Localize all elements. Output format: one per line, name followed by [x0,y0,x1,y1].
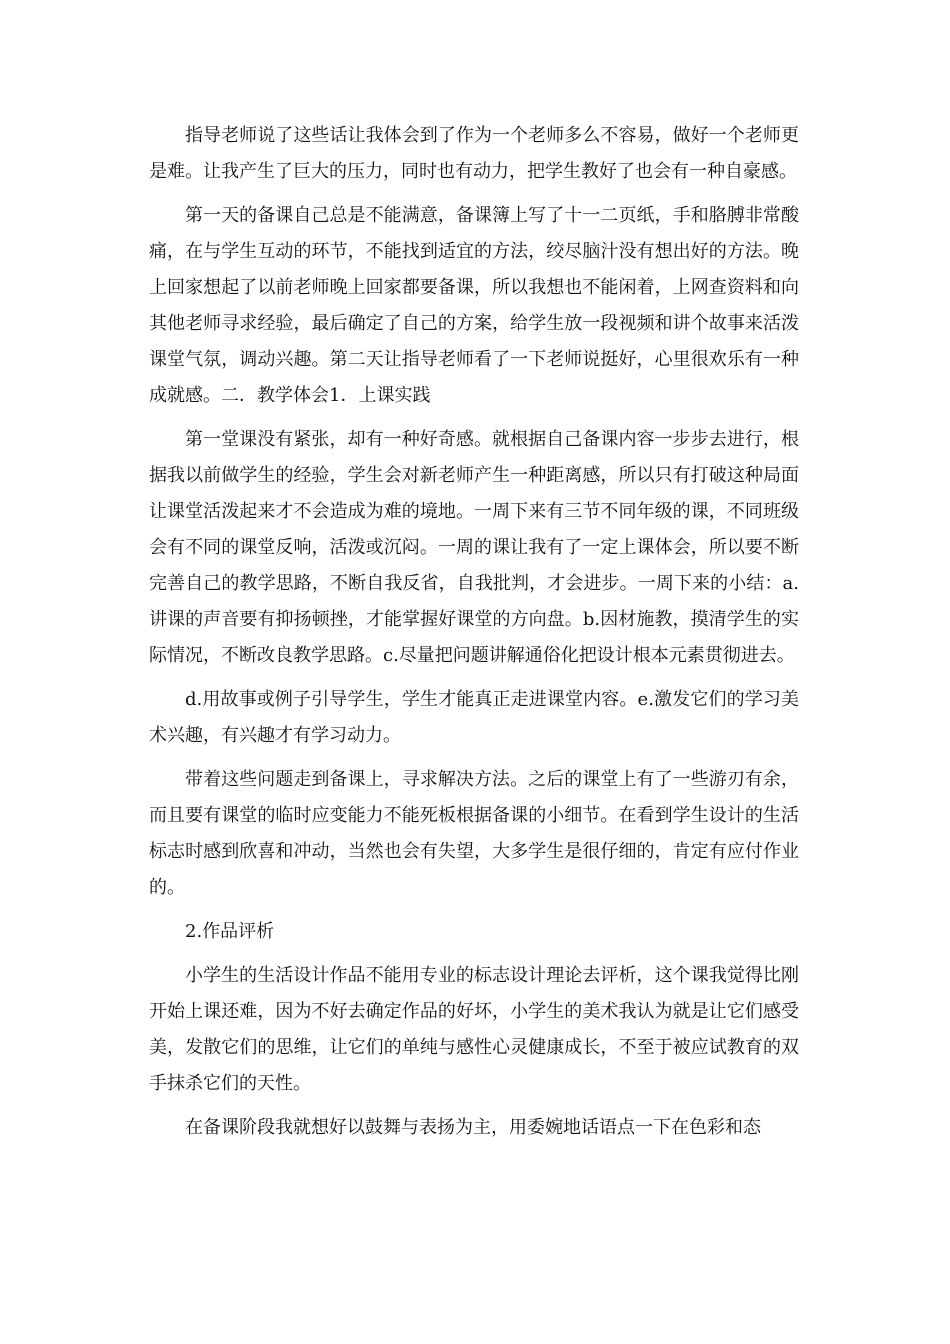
paragraph-advisor-words: 指导老师说了这些话让我体会到了作为一个老师多么不容易，做好一个老师更是难。让我产生了巨大的压力，同时也有动力，把学生教好了也会有一种自豪感。 [149,125,799,182]
paragraph-first-class: 第一堂课没有紧张，却有一种好奇感。就根据自己备课内容一步步去进行，根据我以前做学生的经验，学生会对新老师产生一种距离感，所以只有打破这种局面让课堂活泼起来才不会造成为难的境地。一周下来有三节不同年级的课，不同班级会有不同的课堂反响，活泼或沉闷。一周的课让我有了一定上课体会，所以要不断完善自己的教学思路，不断自我反省，自我批判，才会进步。一周下来的小结：a.讲课的声音要有抑扬顿挫，才能掌握好课堂的方向盘。b.因材施教，摸清学生的实际情况，不断改良教学思路。c.尽量把问题讲解通俗化把设计根本元素贯彻进去。 [149,429,799,666]
paragraph-summary-d-e: d.用故事或例子引导学生，学生才能真正走进课堂内容。e.激发它们的学习美术兴趣，有兴趣才有学习动力。 [149,689,799,746]
paragraph-encouragement: 在备课阶段我就想好以鼓舞与表扬为主，用委婉地话语点一下在色彩和态 [185,1117,761,1138]
paragraph-work-review: 小学生的生活设计作品不能用专业的标志设计理论去评析，这个课我觉得比刚开始上课还难，因为不好去确定作品的好坏，小学生的美术我认为就是让它们感受美，发散它们的思维，让它们的单纯与感性心灵健康成长，不至于被应试教育的双手抹杀它们的天性。 [149,965,799,1094]
paragraph-problem-solving: 带着这些问题走到备课上，寻求解决方法。之后的课堂上有了一些游刃有余，而且要有课堂的临时应变能力不能死板根据备课的小细节。在看到学生设计的生活标志时感到欣喜和冲动，当然也会有失望，大多学生是很仔细的，肯定有应付作业的。 [149,769,799,898]
paragraph-first-day-preparation: 第一天的备课自己总是不能满意，备课簿上写了十一二页纸，手和胳膊非常酸痛，在与学生互动的环节，不能找到适宜的方法，绞尽脑汁没有想出好的方法。晚上回家想起了以前老师晚上回家都要备课，所以我想也不能闲着，上网查资料和向其他老师寻求经验，最后确定了自己的方案，给学生放一段视频和讲个故事来活泼课堂气氛，调动兴趣。第二天让指导老师看了一下老师说挺好，心里很欢乐有一种成就感。二．教学体会1．上课实践 [149,205,799,406]
section-heading-work-review: 2.作品评析 [185,921,275,942]
document-body [149,118,799,1154]
